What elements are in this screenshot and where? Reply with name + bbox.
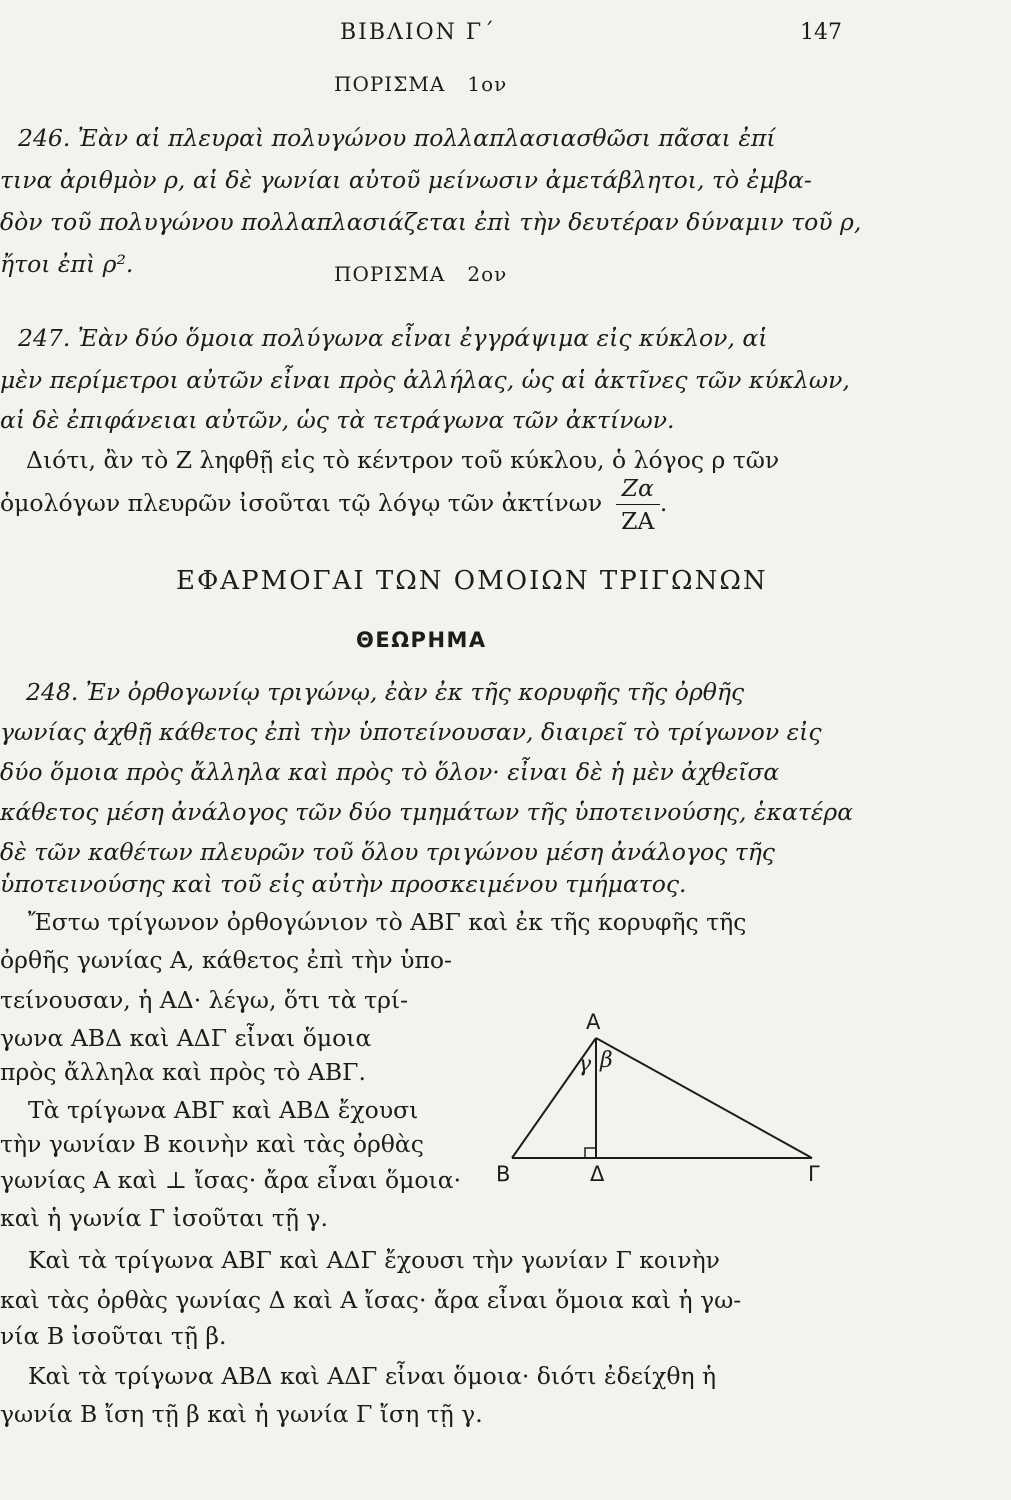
corollary-1-ordinal: 1ον bbox=[467, 72, 508, 96]
proof-line-1: Ἔστω τρίγωνον ὀρθογώνιον τὸ ΑΒΓ καὶ ἐκ τῆς κορυφῆς τῆς bbox=[28, 908, 747, 936]
p247-line-4: Διότι, ἂν τὸ Ζ ληφθῇ εἰς τὸ κέντρον τοῦ κύκλου, ὁ λόγος ρ τῶν bbox=[26, 446, 780, 474]
proof-line-12: νία Β ἰσοῦται τῇ β. bbox=[0, 1322, 227, 1350]
p248-line-3: δύο ὅμοια πρὸς ἄλληλα καὶ πρὸς τὸ ὅλον· εἶναι δὲ ἡ μὲν ἀχθεῖσα bbox=[0, 758, 780, 786]
proof-line-2: ὀρθῆς γωνίας Α, κάθετος ἐπὶ τὴν ὑπο- bbox=[0, 946, 452, 974]
right-angle-mark bbox=[585, 1148, 596, 1158]
p248-line-1: 248. Ἐν ὀρθογωνίῳ τριγώνῳ, ἐὰν ἐκ τῆς κορυφῆς τῆς ὀρθῆς bbox=[26, 678, 745, 706]
p248-line-4: κάθετος μέση ἀνάλογος τῶν δύο τμημάτων τῆς ὑποτεινούσης, ἑκατέρα bbox=[0, 798, 854, 826]
running-header: ΒΙΒΛΙΟΝ Γ΄ bbox=[340, 20, 497, 45]
angle-gamma-label: γ bbox=[578, 1052, 592, 1077]
proof-line-11: καὶ τὰς ὀρθὰς γωνίας Δ καὶ Α ἴσας· ἄρα εἶναι ὅμοια καὶ ἡ γω- bbox=[0, 1286, 742, 1314]
proof-line-14: γωνία Β ἴση τῇ β καὶ ἡ γωνία Γ ἴση τῇ γ. bbox=[0, 1400, 483, 1428]
side-ag bbox=[596, 1038, 812, 1158]
p246-line-1: 246. Ἐὰν αἱ πλευραὶ πολυγώνου πολλαπλασιασθῶσι πᾶσαι ἐπί bbox=[18, 124, 776, 152]
page-number: 147 bbox=[800, 20, 842, 45]
proof-line-6: Τὰ τρίγωνα ΑΒΓ καὶ ΑΒΔ ἔχουσι bbox=[28, 1096, 419, 1124]
p248-line-5: δὲ τῶν καθέτων πλευρῶν τοῦ ὅλου τριγώνου μέση ἀνάλογος τῆς bbox=[0, 838, 775, 866]
proof-line-3: τείνουσαν, ἡ ΑΔ· λέγω, ὅτι τὰ τρί- bbox=[0, 986, 409, 1014]
p246-line-3: δὸν τοῦ πολυγώνου πολλαπλασιάζεται ἐπὶ τὴν δευτέραν δύναμιν τοῦ ρ, bbox=[0, 208, 862, 236]
corollary-1-label: ΠΟΡΙΣΜΑ bbox=[334, 72, 446, 96]
p248-line-2: γωνίας ἀχθῇ κάθετος ἐπὶ τὴν ὑποτείνουσαν, διαιρεῖ τὸ τρίγωνον εἰς bbox=[0, 718, 822, 746]
proof-line-8: γωνίας Α καὶ ⊥ ἴσας· ἄρα εἶναι ὅμοια· bbox=[0, 1166, 462, 1194]
vertex-g-label: Γ bbox=[808, 1162, 820, 1186]
p246-line-4: ἤτοι ἐπὶ ρ². bbox=[0, 250, 134, 278]
p246-line-2: τινα ἀριθμὸν ρ, αἱ δὲ γωνίαι αὐτοῦ μείνωσιν ἀμετάβλητοι, τὸ ἐμβα- bbox=[0, 166, 812, 194]
proof-line-9: καὶ ἡ γωνία Γ ἰσοῦται τῇ γ. bbox=[0, 1204, 328, 1232]
vertex-b-label: Β bbox=[496, 1162, 511, 1186]
section-title: ΕΦΑΡΜΟΓΑΙ ΤΩΝ ΟΜΟΙΩΝ ΤΡΙΓΩΝΩΝ bbox=[176, 566, 768, 596]
vertex-d-label: Δ bbox=[590, 1162, 605, 1186]
proof-line-5: πρὸς ἄλληλα καὶ πρὸς τὸ ΑΒΓ. bbox=[0, 1058, 366, 1086]
proof-line-10: Καὶ τὰ τρίγωνα ΑΒΓ καὶ ΑΔΓ ἔχουσι τὴν γωνίαν Γ κοινὴν bbox=[28, 1246, 720, 1274]
p248-line-6: ὑποτεινούσης καὶ τοῦ εἰς αὐτὴν προσκειμένου τμήματος. bbox=[0, 870, 687, 898]
p247-line-1: 247. Ἐὰν δύο ὅμοια πολύγωνα εἶναι ἐγγράψιμα εἰς κύκλον, αἱ bbox=[18, 324, 768, 352]
p247-line-2: μὲν περίμετροι αὐτῶν εἶναι πρὸς ἀλλήλας, ὡς αἱ ἀκτῖνες τῶν κύκλων, bbox=[0, 366, 850, 394]
corollary-2-label: ΠΟΡΙΣΜΑ bbox=[334, 262, 446, 286]
vertex-a-label: Α bbox=[586, 1010, 601, 1034]
p247-line-5-text: ὁμολόγων πλευρῶν ἰσοῦται τῷ λόγῳ τῶν ἀκτίνων bbox=[0, 489, 603, 517]
proof-line-4: γωνα ΑΒΔ καὶ ΑΔΓ εἶναι ὅμοια bbox=[0, 1024, 372, 1052]
theorem-heading: ΘΕΩΡΗΜΑ bbox=[356, 628, 487, 652]
proof-line-13: Καὶ τὰ τρίγωνα ΑΒΔ καὶ ΑΔΓ εἶναι ὅμοια· διότι ἐδείχθη ἡ bbox=[28, 1362, 717, 1390]
corollary-2-ordinal: 2ον bbox=[467, 262, 508, 286]
angle-beta-label: β bbox=[600, 1048, 613, 1073]
fraction-numerator: Ζα bbox=[616, 474, 660, 505]
fraction-period: . bbox=[659, 489, 668, 517]
fraction-denominator: ΖΑ bbox=[621, 507, 655, 535]
proof-line-7: τὴν γωνίαν Β κοινὴν καὶ τὰς ὀρθὰς bbox=[0, 1130, 424, 1158]
p247-line-3: αἱ δὲ ἐπιφάνειαι αὐτῶν, ὡς τὰ τετράγωνα τῶν ἀκτίνων. bbox=[0, 406, 675, 434]
